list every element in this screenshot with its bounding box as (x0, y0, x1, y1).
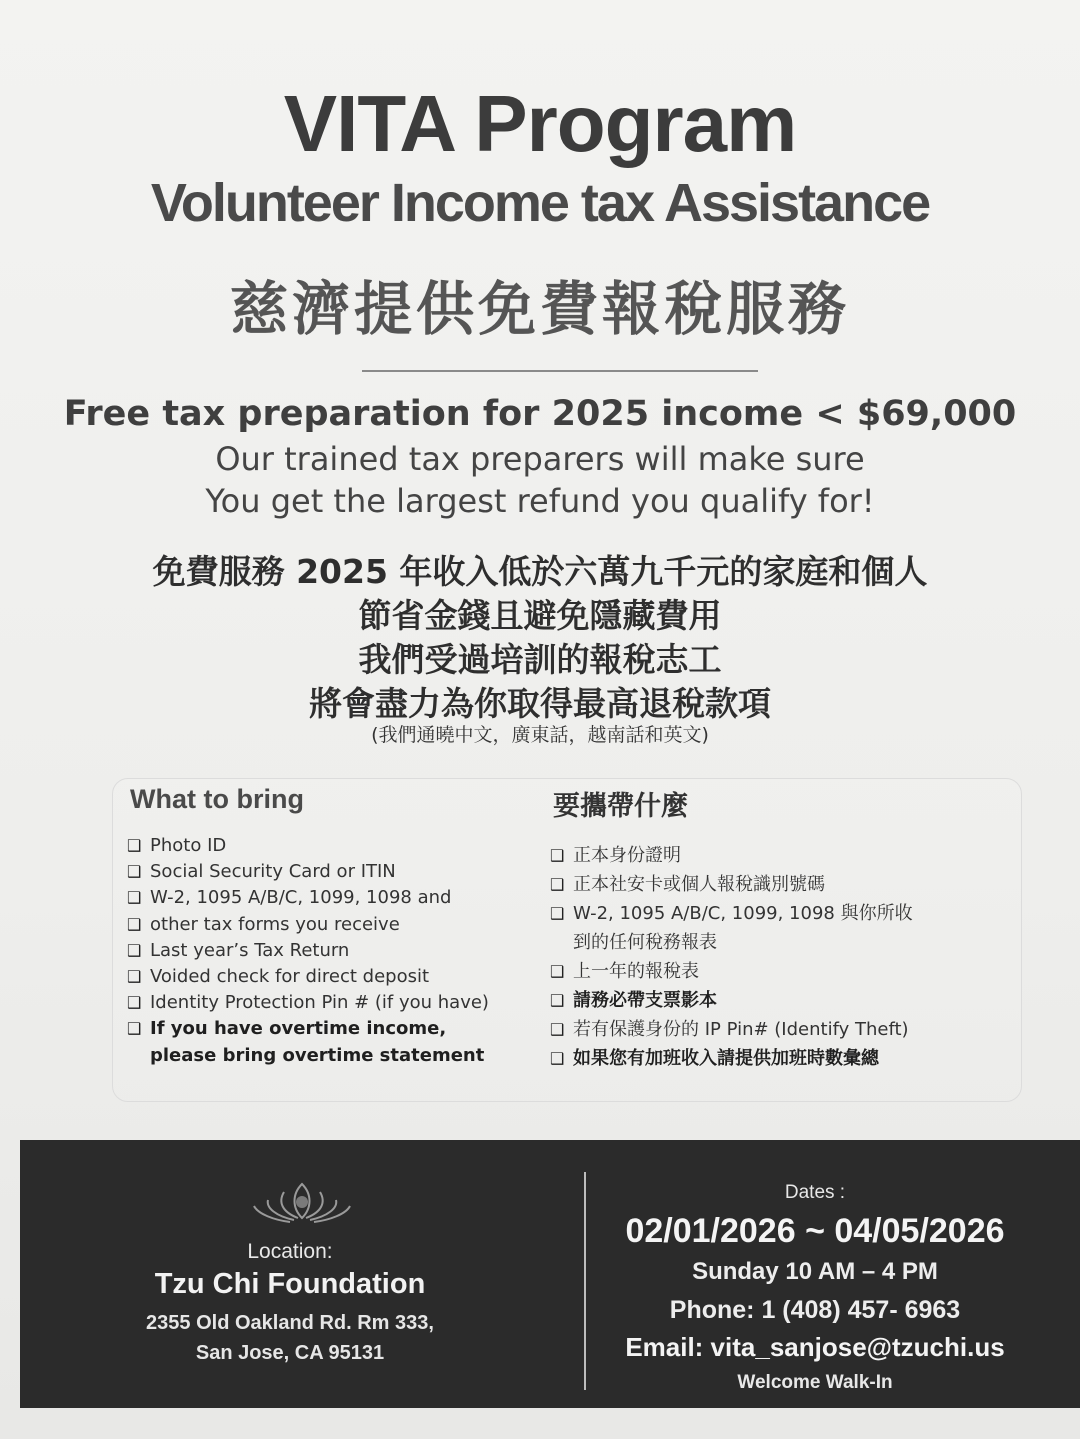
checklist-item: ❑ 正本社安卡或個人報稅識別號碼 (553, 870, 993, 899)
date-range: 02/01/2026 ~ 04/05/2026 (625, 1212, 1005, 1250)
footer-divider (584, 1172, 586, 1390)
checklist-item: ❑ W-2, 1095 A/B/C, 1099, 1098 與你所收 (553, 899, 993, 928)
checklist-item: ❑ Voided check for direct deposit (130, 964, 530, 990)
chinese-offer-line: 免費服務 2025 年收入低於六萬九千元的家庭和個人 (152, 552, 928, 591)
checklist-item: ❑ 如果您有加班收入請提供加班時數彙總 (553, 1044, 993, 1073)
checklist-item: ❑ other tax forms you receive (130, 912, 530, 938)
checklist-heading: What to bring (130, 784, 304, 814)
checklist-heading: 要攜帶什麼 (553, 791, 688, 822)
offer-line: You get the largest refund you qualify for! (205, 482, 875, 520)
location-label: Location: (247, 1240, 333, 1263)
phone-number: Phone: 1 (408) 457- 6963 (669, 1296, 961, 1324)
address-line: 2355 Old Oakland Rd. Rm 333, (146, 1312, 434, 1334)
lotus-logo-icon (244, 1178, 360, 1224)
checklist-item-continued: please bring overtime statement (150, 1044, 485, 1066)
service-hours: Sunday 10 AM – 4 PM (692, 1258, 938, 1285)
walk-in-note: Welcome Walk-In (737, 1372, 893, 1393)
title-divider (362, 370, 758, 372)
checklist-item: ❑ W-2, 1095 A/B/C, 1099, 1098 and (130, 885, 530, 911)
checklist-item: ❑ 若有保護身份的 IP Pin# (Identify Theft) (553, 1015, 993, 1044)
checklist-item: ❑ 正本身份證明 (553, 841, 993, 870)
organization-name: Tzu Chi Foundation (154, 1268, 426, 1300)
offer-headline: Free tax preparation for 2025 income < $69,000 (63, 394, 1017, 434)
checklist-item: ❑ Last year’s Tax Return (130, 938, 530, 964)
chinese-offer-line: 將會盡力為你取得最高退稅款項 (309, 684, 771, 723)
email-address: Email: vita_sanjose@tzuchi.us (625, 1332, 1005, 1362)
checklist-item: ❑ Identity Protection Pin # (if you have) (130, 990, 530, 1016)
checklist-item-continued: 到的任何稅務報表 (573, 932, 717, 953)
offer-line: Our trained tax preparers will make sure (215, 440, 865, 478)
chinese-title: 慈濟提供免費報稅服務 (229, 275, 850, 343)
what-to-bring-chinese (553, 784, 993, 1073)
checklist-item: ❑ Photo ID (130, 833, 530, 859)
dates-label: Dates : (784, 1182, 846, 1203)
chinese-offer-line: 我們受過培訓的報稅志工 (358, 640, 722, 679)
checklist (130, 833, 530, 1069)
address-line: San Jose, CA 95131 (195, 1342, 385, 1364)
checklist-item: ❑ 請務必帶支票影本 (553, 986, 993, 1015)
checklist (553, 841, 993, 1073)
page-subtitle: Volunteer Income tax Assistance (150, 173, 930, 233)
checklist-item: ❑ Social Security Card or ITIN (130, 859, 530, 885)
checklist-item: ❑ If you have overtime income, (130, 1016, 530, 1042)
checklist-item: ❑ 上一年的報稅表 (553, 957, 993, 986)
languages-note: (我們通曉中文，廣東話，越南話和英文) (371, 724, 709, 746)
chinese-offer-line: 節省金錢且避免隱藏費用 (358, 596, 722, 635)
what-to-bring-english (130, 784, 530, 1069)
page-title: VITA Program (283, 79, 797, 168)
